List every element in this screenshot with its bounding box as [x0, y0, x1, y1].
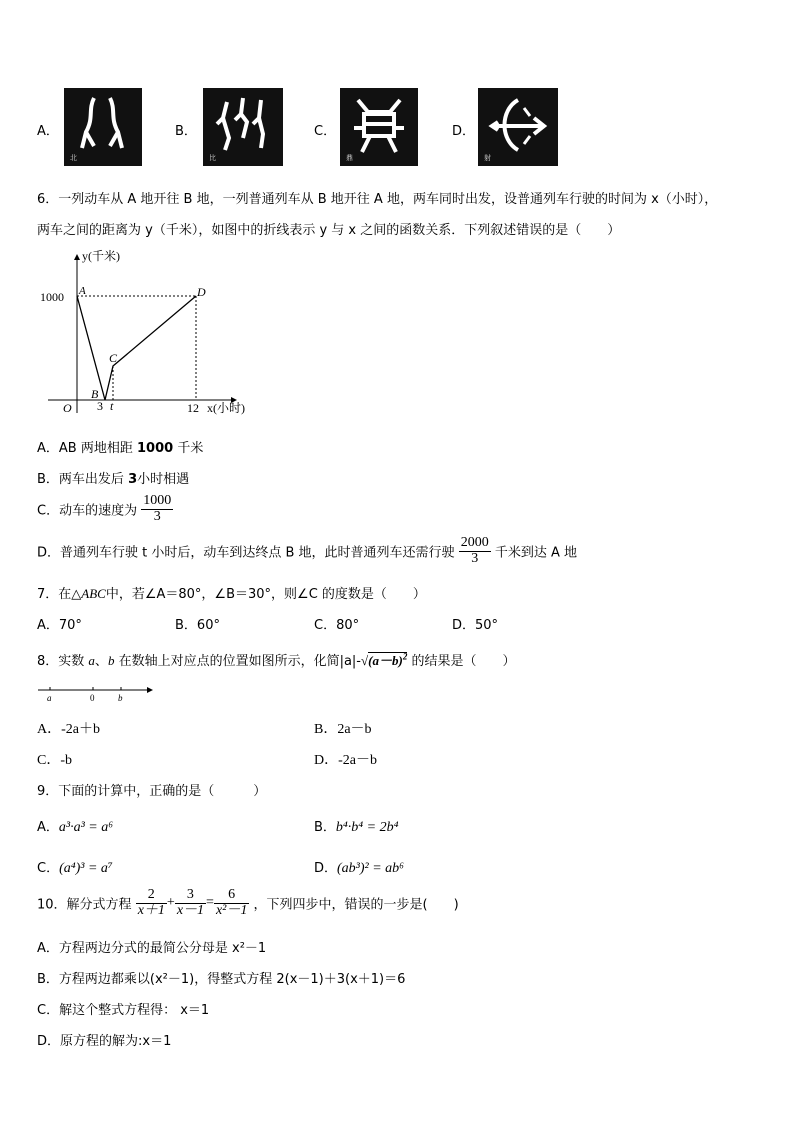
q10-option-c: C．解这个整式方程得： x＝1	[37, 1003, 210, 1018]
q10-stem-prefix: 10．解分式方程	[37, 897, 132, 913]
q8-option-a: A．-2a＋b	[37, 722, 100, 737]
q6-option-d-fraction	[459, 536, 491, 566]
q8-number-line	[36, 682, 156, 704]
q8-radicand-expr: (a－b)	[368, 653, 403, 668]
q5-option-a-image	[64, 88, 142, 166]
q10-f1-den: x＋1	[137, 902, 165, 918]
q10-f3-den: x²－1	[215, 902, 248, 918]
q5-option-c-image	[340, 88, 418, 166]
q6-stem-line2: 两车之间的距离为 y（千米），如图中的折线表示 y 与 x 之间的函数关系．下列叙述错误的是（ ）	[37, 223, 621, 238]
q10-equals: =	[206, 895, 214, 911]
q6-x-tick-12: 12	[187, 401, 199, 415]
q6-option-d	[37, 536, 577, 566]
q10-option-d: D．原方程的解为:x＝1	[37, 1034, 172, 1049]
q6-point-b: B	[91, 387, 99, 401]
q6-option-c-numerator: 1000	[143, 493, 172, 508]
q9-option-a-letter: A．	[37, 820, 59, 835]
q9-option-d	[314, 857, 404, 877]
q8-stem-body: 在数轴上对应点的位置如图所示，化简|a|-	[118, 654, 361, 669]
q8-stem-suffix: 的结果是（ ）	[411, 654, 516, 669]
q10-fraction-2	[175, 888, 206, 918]
q6-origin-label: O	[63, 401, 72, 415]
q6-option-b-number: 3	[128, 472, 138, 487]
q5-option-a-letter: A．	[37, 124, 59, 139]
q6-option-a-number: 1000	[136, 441, 174, 456]
q7-stem-body: 中，若∠A＝80°，∠B＝30°，则∠C 的度数是（ ）	[105, 587, 426, 602]
q6-option-b-suffix: 小时相遇	[137, 472, 190, 487]
q10-f2-den: x－1	[176, 902, 205, 918]
q6-graph	[36, 248, 266, 420]
q9-option-c-letter: C．	[37, 861, 60, 876]
q6-option-a-suffix: 千米	[177, 441, 204, 456]
q9-option-d-expr: (ab³)² = ab⁶	[337, 861, 405, 876]
q8-axis-a: a	[47, 693, 52, 703]
q6-x-tick-3: 3	[97, 399, 103, 413]
q9-option-c-expr: (a⁴)³ = a⁷	[59, 861, 113, 876]
q7-option-c: C．80°	[314, 618, 360, 633]
q5-option-a-caption: 北	[70, 154, 77, 162]
q9-option-a-expr: a³·a³ = a⁶	[58, 820, 114, 835]
q8-axis-zero: 0	[90, 693, 95, 703]
q8-option-b: B．2a－b	[314, 722, 372, 737]
q9-option-b	[314, 816, 398, 836]
q6-x-axis-label: x(小时)	[207, 401, 245, 415]
q6-x-tick-t: t	[110, 399, 114, 413]
q5-option-d-image	[478, 88, 558, 166]
q6-point-a: A	[79, 285, 86, 297]
q10-f2-num: 3	[175, 888, 206, 904]
q8-var-b: b	[107, 653, 115, 668]
q6-y-tick-1000: 1000	[40, 290, 64, 304]
q7-option-b: B．60°	[175, 618, 220, 633]
q6-option-c	[37, 494, 173, 524]
q10-option-a: A．方程两边分式的最简公分母是 x²－1	[37, 941, 267, 956]
q9-option-d-letter: D．	[314, 861, 338, 876]
q9-option-c	[37, 857, 113, 877]
q8-axis-b: b	[118, 693, 123, 703]
q10-f1-num: 2	[136, 888, 167, 904]
q6-stem-line1: 6．一列动车从 A 地开往 B 地，一列普通列车从 B 地开往 A 地，两车同时出发，设普通列车行驶的时间为 x（小时），	[37, 192, 718, 207]
q9-option-b-expr: b⁴·b⁴ = 2b⁴	[335, 820, 399, 835]
q10-fraction-3	[214, 888, 249, 918]
q5-option-c-caption: 鼎	[346, 154, 353, 162]
q8-stem	[37, 650, 515, 669]
q8-sqrt-sign: √	[361, 653, 369, 668]
q7-option-a: A．70°	[37, 618, 82, 633]
q10-fraction-1	[136, 888, 167, 918]
q9-option-a	[37, 816, 113, 836]
q6-point-c: C	[109, 351, 118, 365]
q5-option-b-image	[203, 88, 283, 166]
q6-option-a-prefix: A．AB 两地相距	[37, 441, 133, 456]
q6-option-c-prefix: C．动车的速度为	[37, 503, 138, 519]
q6-option-d-prefix: D．普通列车行驶 t 小时后，动车到达终点 B 地，此时普通列车还需行驶	[37, 545, 455, 561]
q10-option-b: B．方程两边都乘以(x²－1)，得整式方程 2(x－1)＋3(x＋1)＝6	[37, 972, 406, 987]
q8-var-a: a	[88, 653, 95, 668]
q8-stem-prefix: 8．实数	[37, 654, 85, 669]
q6-option-b-prefix: B．两车出发后	[37, 472, 124, 487]
q8-radicand	[368, 652, 407, 668]
q7-triangle: △ABC	[71, 586, 106, 601]
q10-f3-num: 6	[214, 888, 249, 904]
q5-option-b-letter: B．	[175, 124, 197, 139]
q5-option-c-letter: C．	[314, 124, 337, 139]
q6-option-d-denominator: 3	[471, 550, 479, 566]
q5-option-d-caption: 射	[484, 154, 491, 162]
q8-option-c: C．-b	[37, 753, 72, 768]
q8-sep: 、	[94, 654, 108, 669]
q9-stem: 9．下面的计算中，正确的是（ ）	[37, 784, 267, 799]
q10-plus: +	[166, 895, 175, 911]
q6-option-b	[37, 468, 189, 487]
q6-point-d: D	[197, 285, 206, 299]
q6-y-axis-label: y(千米)	[82, 249, 120, 263]
q8-radicand-exp: 2	[402, 651, 408, 662]
q6-option-a	[37, 437, 203, 456]
q10-stem-suffix: ，下列四步中，错误的一步是( )	[253, 897, 459, 913]
q10-stem	[37, 888, 459, 918]
q8-option-d: D．-2a－b	[314, 753, 377, 768]
q7-option-d: D．50°	[452, 618, 499, 633]
q6-option-c-fraction	[141, 494, 173, 524]
q7-stem	[37, 583, 426, 602]
q7-stem-prefix: 7．在	[37, 587, 72, 602]
q6-option-d-numerator: 2000	[460, 535, 489, 550]
q9-option-b-letter: B．	[314, 820, 336, 835]
q6-option-c-denominator: 3	[153, 508, 161, 524]
q6-option-d-suffix: 千米到达 A 地	[494, 545, 578, 561]
q5-option-d-letter: D．	[452, 124, 476, 139]
q5-option-b-caption: 比	[209, 154, 216, 162]
